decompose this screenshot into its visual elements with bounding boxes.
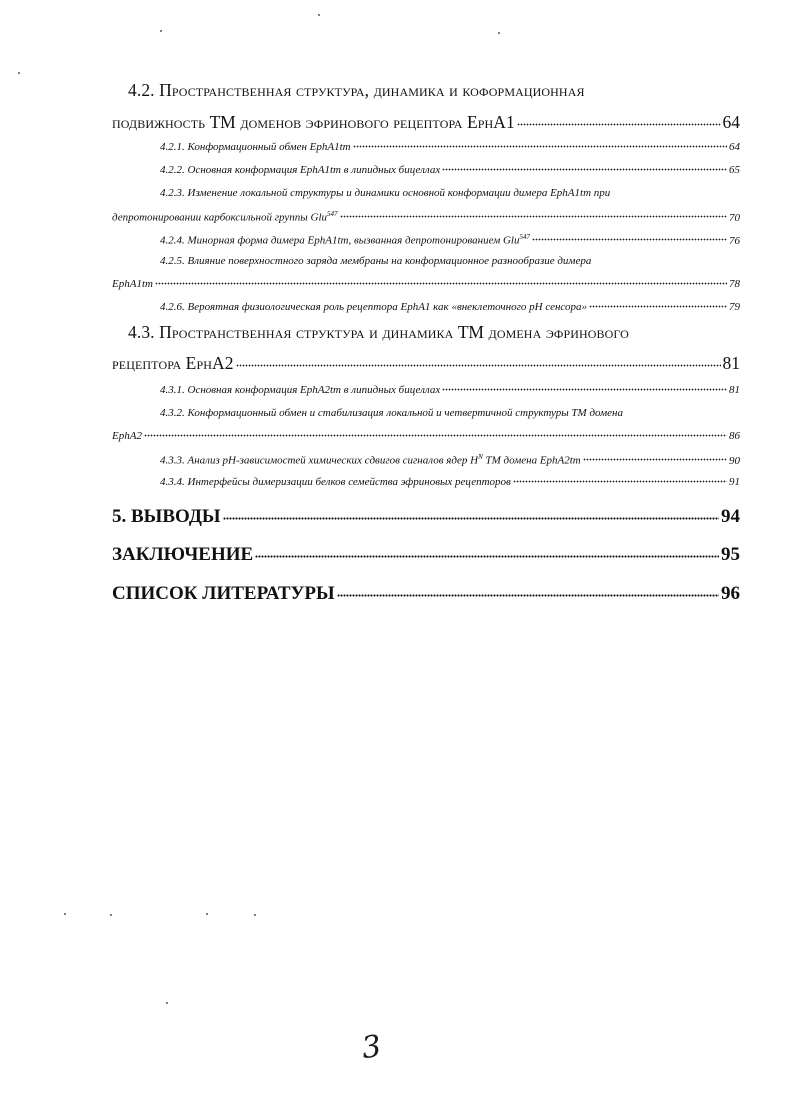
toc-entry-title: 4.2.1. Конформационный обмен EphA1tm xyxy=(160,141,351,153)
scan-speck xyxy=(18,72,20,74)
toc-entry-4-2-5[interactable] xyxy=(112,278,740,290)
toc-page-number: 96 xyxy=(721,583,740,604)
toc-entry-4-2-3[interactable] xyxy=(112,210,740,224)
toc-entry-title: 4.2.4. Минорная форма димера EphA1tm, вызванная депротонированием Glu$^{547}$ xyxy=(160,233,530,247)
leader-dots xyxy=(589,304,727,308)
scan-speck xyxy=(206,913,208,915)
toc-entry-title-b: EphA1tm xyxy=(112,278,153,290)
toc-chapter-title: СПИСОК ЛИТЕРАТУРЫ xyxy=(112,583,335,604)
toc-entry-title: 4.3.4. Интерфейсы димеризации белков семейства эфриновых рецепторов xyxy=(160,476,511,488)
leader-dots xyxy=(155,281,727,285)
toc-entry-4-2-5-line1 xyxy=(160,255,740,267)
toc-page-number: 95 xyxy=(721,544,740,565)
toc-entry-4-3-4[interactable] xyxy=(112,476,740,488)
leader-dots xyxy=(513,479,727,483)
leader-dots xyxy=(337,593,719,597)
leader-dots xyxy=(517,122,721,126)
scan-speck xyxy=(498,32,500,34)
toc-page-number: 76 xyxy=(729,234,740,247)
toc-entry-4-2-4[interactable] xyxy=(112,233,740,247)
toc-entry-title-a: 4.3.2. Конформационный обмен и стабилизация локальной и четвертичной структуры ТМ домена xyxy=(160,407,623,419)
toc-chapter-title: 5. ВЫВОДЫ xyxy=(112,506,221,527)
toc-entry-4-2-1[interactable] xyxy=(112,141,740,153)
toc-section-4-2[interactable] xyxy=(112,112,740,133)
leader-dots xyxy=(223,516,719,520)
toc-page-number: 90 xyxy=(729,454,740,467)
toc-entry-4-3-2[interactable] xyxy=(112,430,740,442)
toc-chapter-summary[interactable] xyxy=(112,544,740,566)
leader-dots xyxy=(583,458,727,462)
toc-page-number: 64 xyxy=(722,112,740,132)
toc-entry-title-b: EphA2 xyxy=(112,430,142,442)
toc-section-4-3-title-b: рецептора EphA2 xyxy=(112,353,234,373)
toc-chapter-references[interactable] xyxy=(112,583,740,605)
leader-dots xyxy=(353,144,727,148)
toc-page-number: 81 xyxy=(722,353,740,373)
toc-entry-4-2-2[interactable] xyxy=(112,164,740,176)
toc-page-number: 64 xyxy=(729,141,740,153)
scan-speck xyxy=(64,913,66,915)
scan-speck xyxy=(160,30,162,32)
leader-dots xyxy=(340,215,728,219)
toc-entry-title: 4.2.2. Основная конформация EphA1tm в липидных бицеллах xyxy=(160,164,441,176)
toc-chapter-5-conclusions[interactable] xyxy=(112,506,740,528)
leader-dots xyxy=(255,554,719,558)
toc-page-number: 78 xyxy=(729,278,740,290)
toc-page-number: 86 xyxy=(729,430,740,442)
toc-entry-4-3-3[interactable] xyxy=(112,453,740,467)
leader-dots xyxy=(144,433,727,437)
toc-section-4-3-title-a: 4.3. Пространственная структура и динамика ТМ домена эфринового xyxy=(128,322,629,342)
toc-entry-title-a: 4.2.5. Влияние поверхностного заряда мембраны на конформационное разнообразие димера xyxy=(160,255,592,267)
toc-page-number: 81 xyxy=(729,384,740,396)
toc-entry-title: 4.3.1. Основная конформация EphA2tm в липидных бицеллах xyxy=(160,384,441,396)
leader-dots xyxy=(442,387,727,391)
toc-page-number: 91 xyxy=(729,476,740,488)
toc-entry-4-2-3-line1 xyxy=(160,187,740,199)
toc-section-4-3-line1 xyxy=(112,322,740,343)
toc-section-4-3[interactable] xyxy=(112,353,740,374)
toc-entry-title-a: 4.2.3. Изменение локальной структуры и динамики основной конформации димера EphA1tm при xyxy=(160,187,611,199)
toc-page-number: 94 xyxy=(721,506,740,527)
toc-chapter-title: ЗАКЛЮЧЕНИЕ xyxy=(112,544,254,565)
toc-page-number: 79 xyxy=(729,301,740,313)
toc-section-4-2-title-a: 4.2. Пространственная структура, динамика и коформационная xyxy=(128,80,585,100)
toc-page-number: 70 xyxy=(729,211,740,224)
toc-entry-title: 4.2.6. Вероятная физиологическая роль рецептора EphA1 как «внеклеточного pH сенсора» xyxy=(160,301,588,313)
scan-speck xyxy=(166,1002,168,1004)
toc-entry-title-b: депротонировании карбоксильной группы Glu$^{547}$ xyxy=(112,210,338,224)
toc-section-4-2-line1 xyxy=(112,80,740,101)
toc-entry-4-2-6[interactable] xyxy=(112,301,740,313)
scan-speck xyxy=(254,914,256,916)
toc-section-4-2-title-b: подвижность ТМ доменов эфринового рецептора EphA1 xyxy=(112,112,515,132)
toc-entry-4-3-1[interactable] xyxy=(112,384,740,396)
page-number: 3 xyxy=(359,1028,384,1067)
toc-entry-4-3-2-line1 xyxy=(160,407,740,419)
leader-dots xyxy=(236,363,721,367)
scan-speck xyxy=(110,914,112,916)
scan-speck xyxy=(318,14,320,16)
toc-entry-title: 4.3.3. Анализ pH-зависимостей химических сдвигов сигналов ядер $H^N$ ТМ домена EphA2tm xyxy=(160,453,581,467)
toc-page-number: 65 xyxy=(729,164,740,176)
leader-dots xyxy=(532,238,727,242)
leader-dots xyxy=(442,167,727,171)
